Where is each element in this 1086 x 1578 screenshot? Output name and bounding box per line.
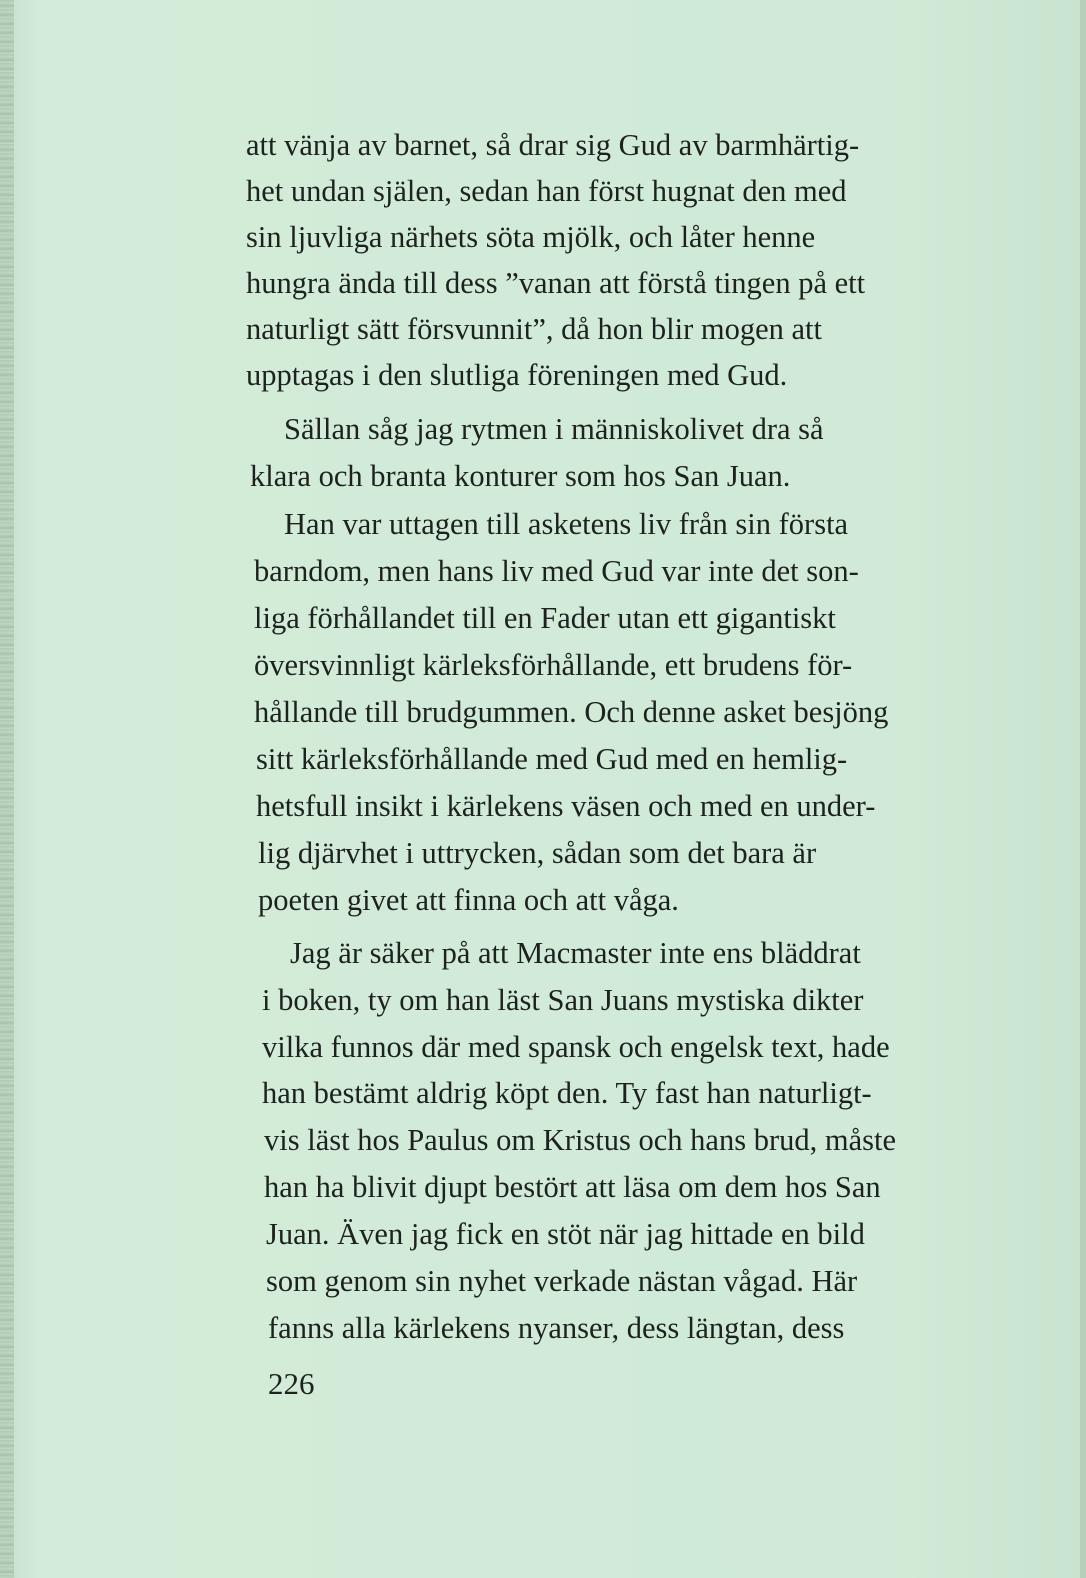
text-line: fanns alla kärlekens nyanser, dess längtan, dess [268,1311,845,1345]
text-line: poeten givet att finna och att våga. [258,883,679,917]
text-line: i boken, ty om han läst San Juans mystiska dikter [262,983,864,1017]
text-line: upptagas i den slutliga föreningen med Gud. [246,358,788,392]
text-line: het undan själen, sedan han först hugnat den med [246,174,847,208]
page-number: 226 [268,1366,315,1401]
page-binding-edge [0,0,14,1578]
text-line: sitt kärleksförhållande med Gud med en hemlig- [256,742,848,776]
text-line: Sällan såg jag rytmen i människolivet dra så [284,412,824,446]
text-line: liga förhållandet till en Fader utan ett gigantiskt [254,601,836,635]
text-line: sin ljuvliga närhets söta mjölk, och låter henne [246,220,816,254]
text-line: Juan. Även jag fick en stöt när jag hittade en bild [266,1217,865,1251]
text-line: Jag är säker på att Macmaster inte ens bläddrat [290,936,861,970]
text-line: hungra ända till dess ”vanan att förstå tingen på ett [246,266,866,300]
text-line: som genom sin nyhet verkade nästan vågad. Här [266,1264,858,1298]
page-right-edge [1080,0,1086,1578]
text-line: naturligt sätt försvunnit”, då hon blir mogen att [246,312,823,346]
text-line: han bestämt aldrig köpt den. Ty fast han naturligt- [262,1076,872,1110]
text-line: Han var uttagen till asketens liv från sin första [284,507,849,541]
text-line: han ha blivit djupt bestört att läsa om dem hos San [264,1170,881,1204]
text-line: barndom, men hans liv med Gud var inte det son- [254,554,859,588]
text-line: hållande till brudgummen. Och denne asket besjöng [254,695,889,729]
text-line: vis läst hos Paulus om Kristus och hans brud, måste [264,1123,896,1157]
text-line: vilka funnos där med spansk och engelsk text, hade [262,1030,890,1064]
text-line: att vänja av barnet, så drar sig Gud av barmhärtig- [246,128,860,162]
text-line: klara och branta konturer som hos San Juan. [250,459,791,493]
text-line: lig djärvhet i uttrycken, sådan som det bara är [258,836,817,870]
text-line: hetsfull insikt i kärlekens väsen och med en under- [256,789,876,823]
text-line: översvinnligt kärleksförhållande, ett brudens för- [254,648,853,682]
